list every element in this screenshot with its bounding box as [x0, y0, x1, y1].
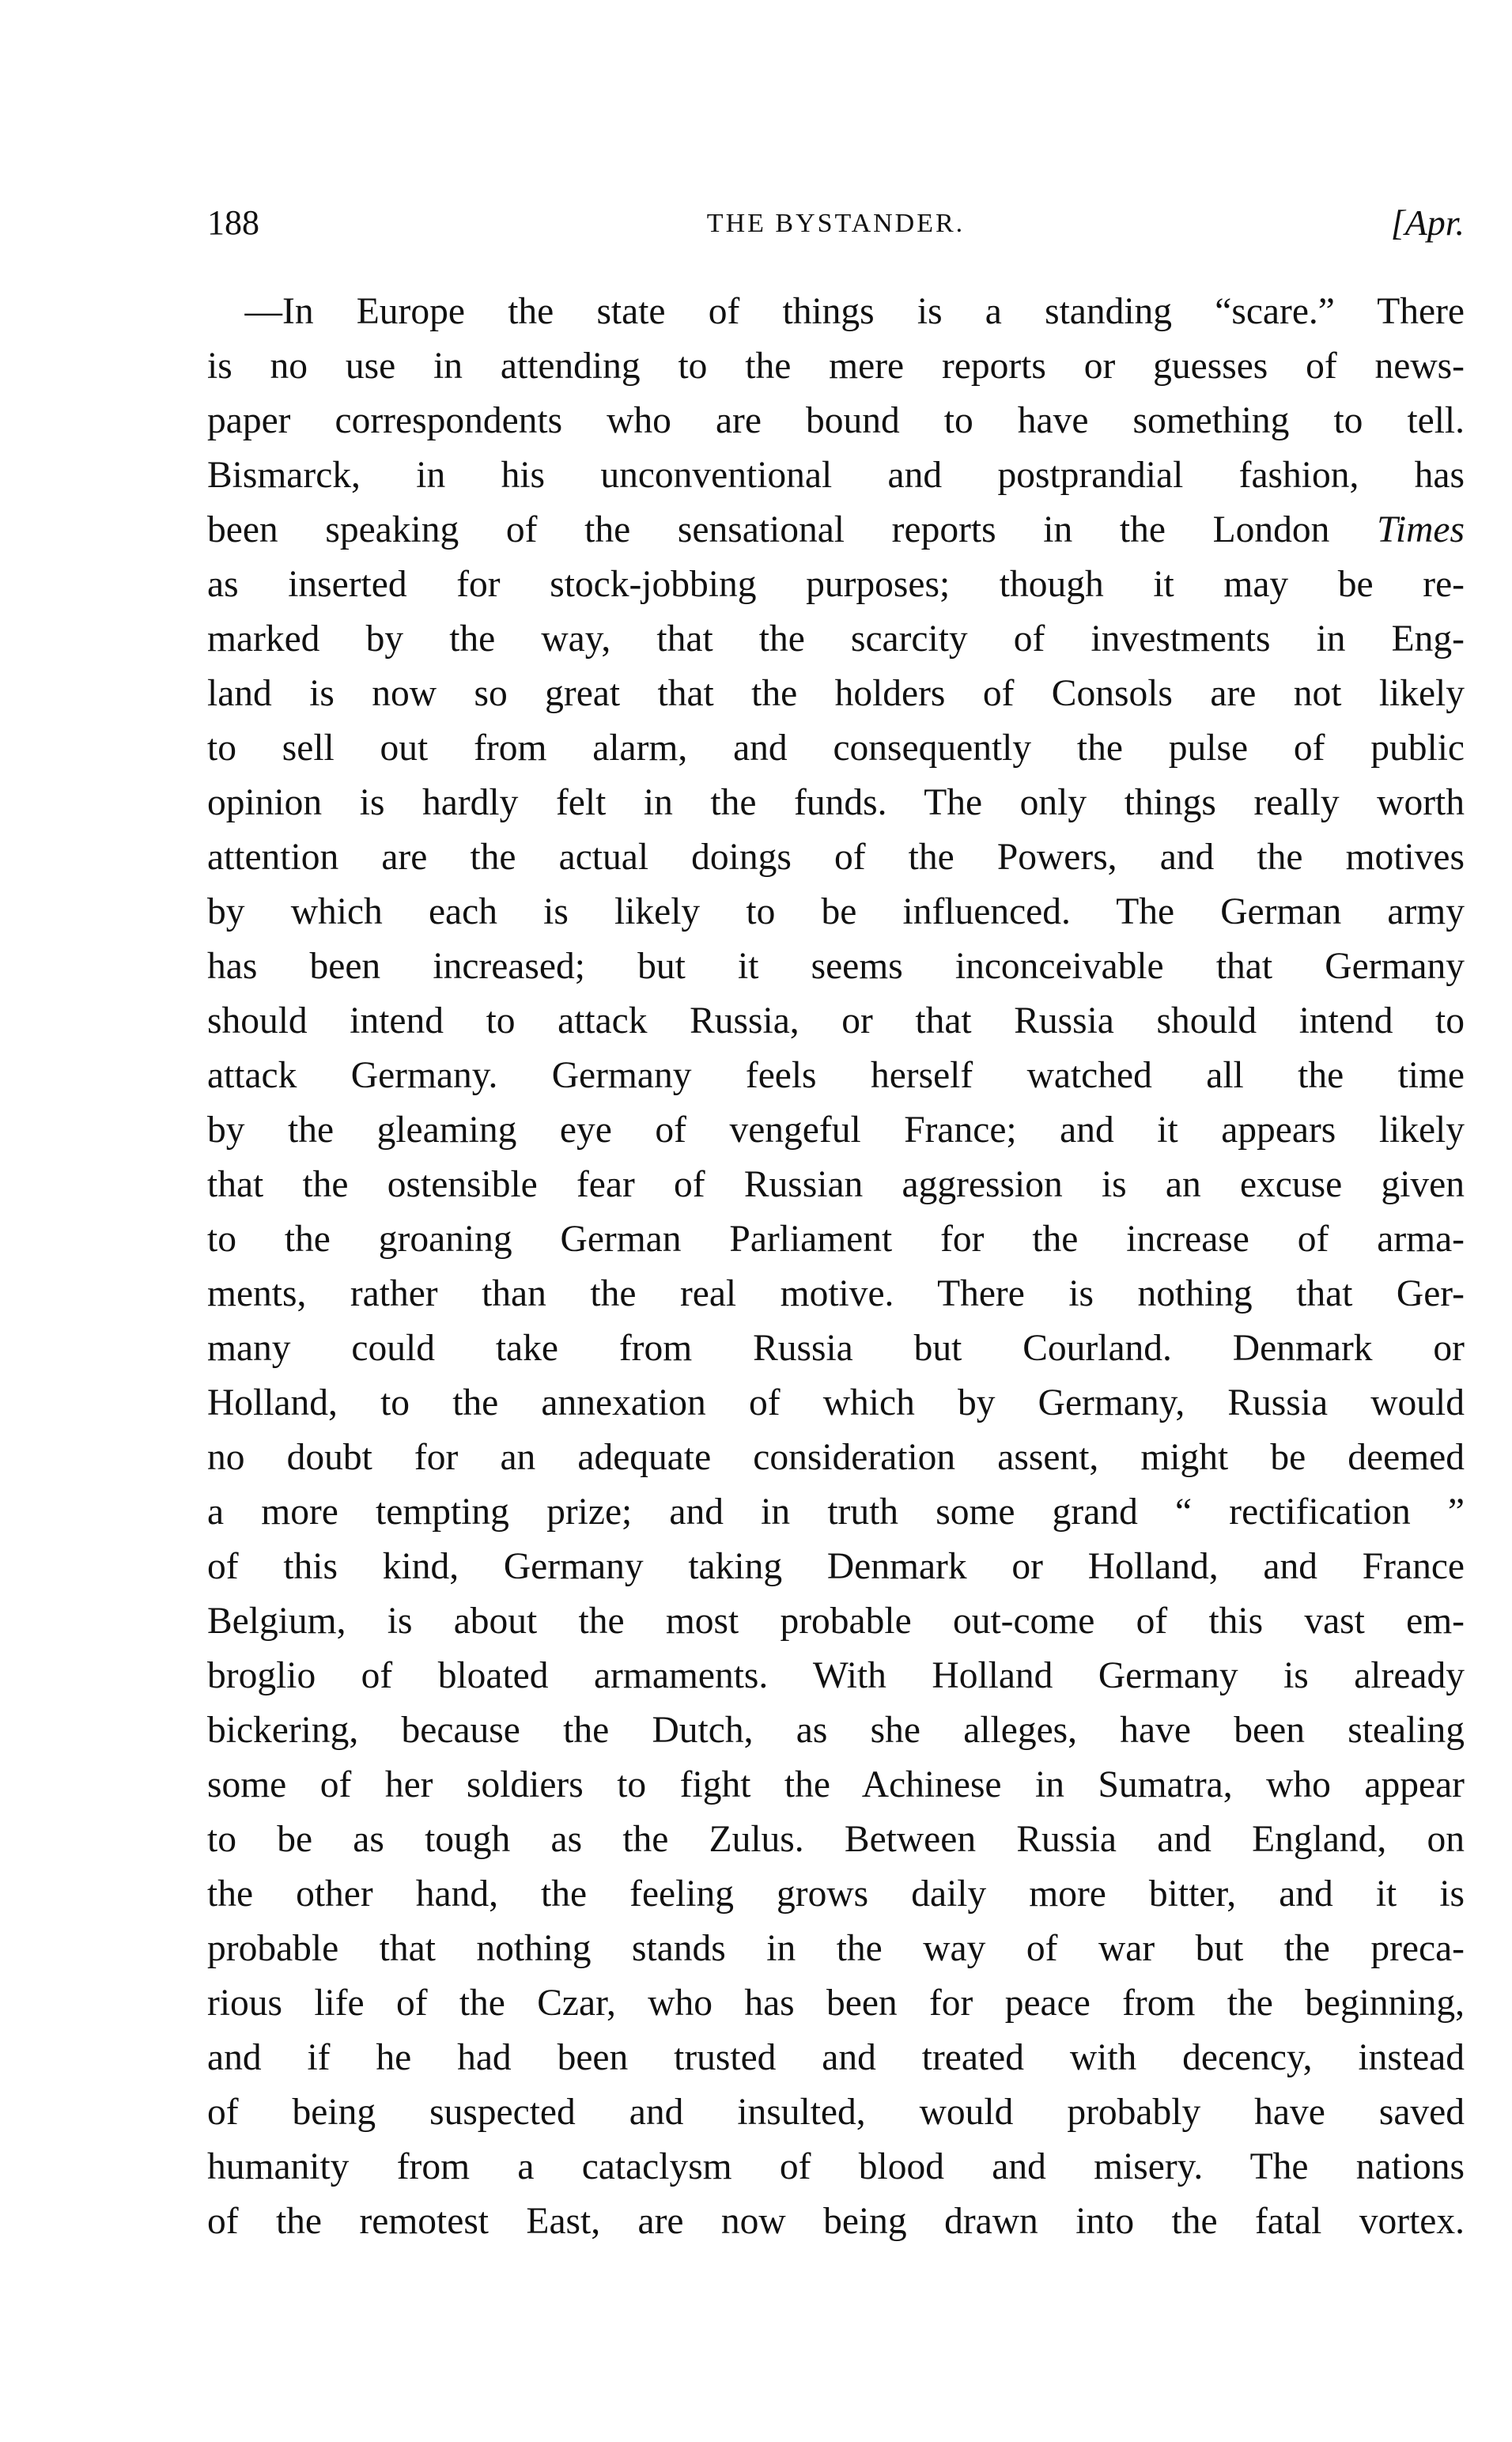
text-line: to sell out from alarm, and consequently the pulse of public [207, 728, 1465, 769]
text-line: and if he had been trusted and treated with decency, instead [207, 2037, 1465, 2078]
text-line: Belgium, is about the most probable out-come of this vast em- [207, 1601, 1465, 1642]
text-line: opinion is hardly felt in the funds. The only things really worth [207, 782, 1465, 823]
issue-month: [Apr. [1390, 202, 1465, 243]
text-line: marked by the way, that the scarcity of investments in Eng- [207, 618, 1465, 660]
body-text [207, 285, 1465, 2249]
text-line: to the groaning German Parliament for the increase of arma- [207, 1219, 1465, 1260]
running-head [207, 199, 1465, 255]
text-line: should intend to attack Russia, or that Russia should intend to [207, 1000, 1465, 1041]
text-line: Holland, to the annexation of which by Germany, Russia would [207, 1382, 1465, 1423]
text-line: as inserted for stock-jobbing purposes; though it may be re- [207, 564, 1465, 605]
text-line: of being suspected and insulted, would probably have saved [207, 2092, 1465, 2133]
text-line: some of her soldiers to fight the Achinese in Sumatra, who appear [207, 1764, 1465, 1805]
text-line: attack Germany. Germany feels herself watched all the time [207, 1055, 1465, 1096]
text-line: attention are the actual doings of the Powers, and the motives [207, 837, 1465, 878]
text-line: is no use in attending to the mere reports or guesses of news- [207, 346, 1465, 387]
text-line: humanity from a cataclysm of blood and misery. The nations [207, 2146, 1465, 2187]
page-number: 188 [207, 203, 259, 242]
text-line: many could take from Russia but Courland. Denmark or [207, 1328, 1465, 1369]
text-line: the other hand, the feeling grows daily more bitter, and it is [207, 1873, 1465, 1915]
text-line: Bismarck, in his unconventional and postprandial fashion, has [207, 455, 1465, 496]
italic-times: Times [1377, 509, 1465, 550]
text-line: of the remotest East, are now being drawn into the fatal vortex. [207, 2201, 1465, 2242]
text-line: land is now so great that the holders of Consols are not likely [207, 673, 1465, 714]
text-line: of this kind, Germany taking Denmark or Holland, and France [207, 1546, 1465, 1587]
running-title: THE BYSTANDER. [706, 209, 966, 238]
text-line: to be as tough as the Zulus. Between Russia and England, on [207, 1819, 1465, 1860]
text-line: ments, rather than the real motive. There is nothing that Ger- [207, 1273, 1465, 1314]
text-line: rious life of the Czar, who has been for peace from the beginning, [207, 1983, 1465, 2024]
text-line: paper correspondents who are bound to have something to tell. [207, 400, 1465, 441]
text-line: bickering, because the Dutch, as she alleges, have been stealing [207, 1710, 1465, 1751]
text-line: has been increased; but it seems inconceivable that Germany [207, 946, 1465, 987]
text-line: no doubt for an adequate consideration assent, might be deemed [207, 1437, 1465, 1478]
text-line: broglio of bloated armaments. With Holland Germany is already [207, 1655, 1465, 1696]
text-line: by the gleaming eye of vengeful France; and it appears likely [207, 1109, 1465, 1151]
text-line: a more tempting prize; and in truth some grand “ rectification ” [207, 1491, 1465, 1533]
text-line: by which each is likely to be influenced. The German army [207, 891, 1465, 932]
text-line: that the ostensible fear of Russian aggression is an excuse given [207, 1164, 1465, 1205]
text-line: probable that nothing stands in the way of war but the preca- [207, 1928, 1465, 1969]
text-line: been speaking of the sensational reports in the London Times [207, 509, 1465, 550]
text-line: —In Europe the state of things is a standing “scare.” There [207, 291, 1465, 332]
